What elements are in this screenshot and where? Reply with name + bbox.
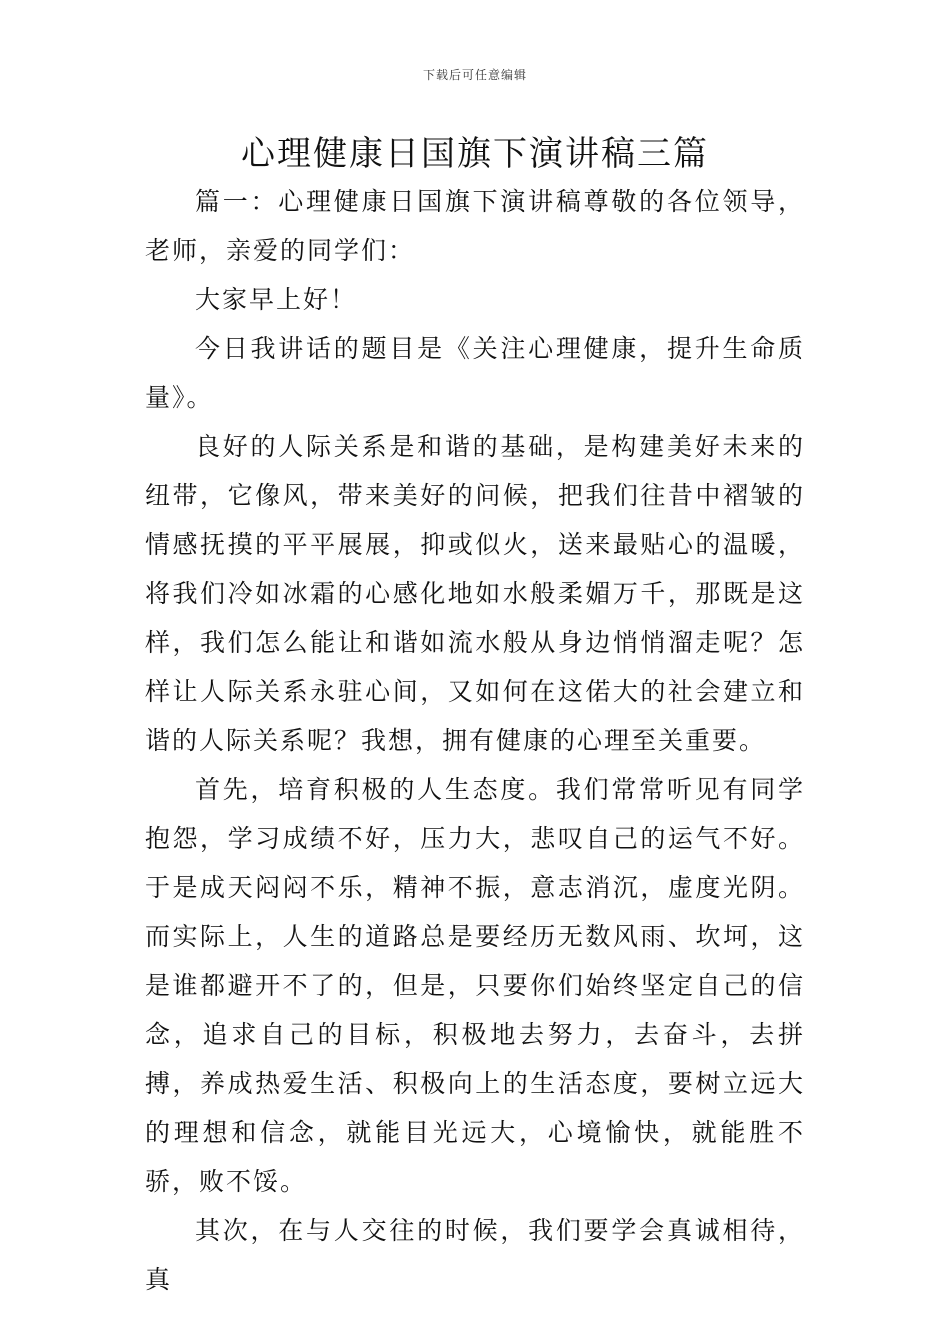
paragraph-first-point: 首先，培育积极的人生态度。我们常常听见有同学抱怨，学习成绩不好，压力大，悲叹自己的运气不好。于是成天闷闷不乐，精神不振，意志消沉，虚度光阴。而实际上，人生的道路总是要经历无数风雨、坎坷，这是谁都避开不了的，但是，只要你们始终坚定自己的信念，追求自己的目标，积极地去努力，去奋斗，去拼搏，养成热爱生活、积极向上的生活态度，要树立远大的理想和信念，就能目光远大，心境愉快，就能胜不骄，败不馁。 — [145, 775, 805, 1196]
paragraph-harmony: 良好的人际关系是和谐的基础，是构建美好未来的纽带，它像风，带来美好的问候，把我们往昔中褶皱的情感抚摸的平平展展，抑或似火，送来最贴心的温暖，将我们冷如冰霜的心感化地如水般柔媚万千，那既是这样，我们怎么能让和谐如流水般从身边悄悄溜走呢？怎样让人际关系永驻心间，又如何在这偌大的社会建立和谐的人际关系呢？我想，拥有健康的心理至关重要。 — [145, 432, 805, 755]
paragraph-topic: 今日我讲话的题目是《关注心理健康，提升生命质量》。 — [145, 334, 805, 412]
paragraph-second-point: 其次，在与人交往的时候，我们要学会真诚相待，真 — [145, 1216, 805, 1294]
paragraph-greeting: 篇一：心理健康日国旗下演讲稿尊敬的各位领导，老师，亲爱的同学们： — [145, 187, 805, 265]
document-body — [145, 177, 805, 1304]
header-note: 下载后可任意编辑 — [422, 68, 527, 82]
paragraph-good-morning: 大家早上好！ — [195, 285, 358, 314]
document-title: 心理健康日国旗下演讲稿三篇 — [241, 134, 709, 174]
